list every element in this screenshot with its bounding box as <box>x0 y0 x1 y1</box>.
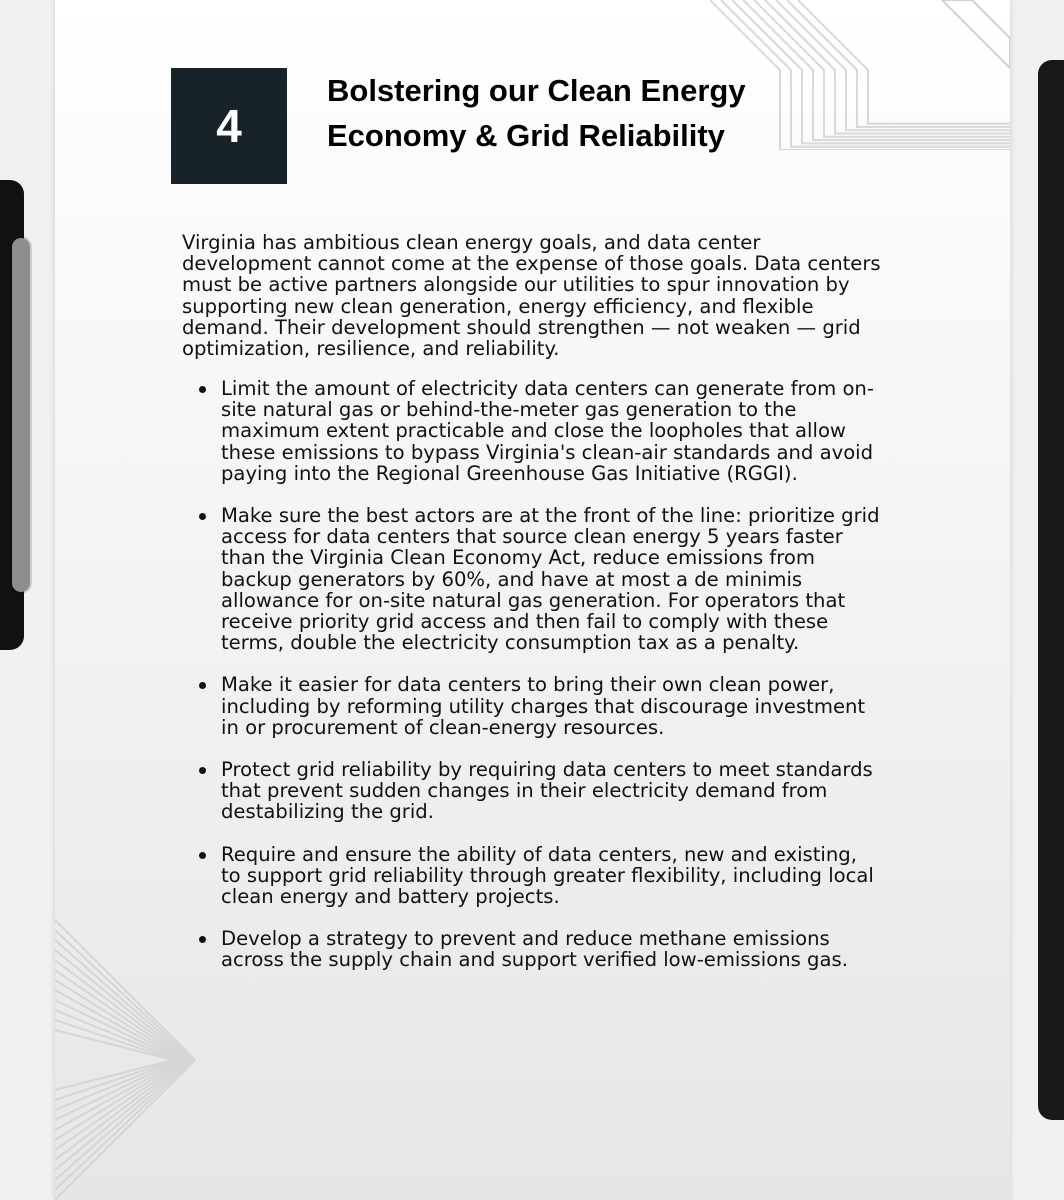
intro-paragraph: Virginia has ambitious clean energy goals, and data center development cannot come at the expense of those goals. Data centers must be active partners alongside our utilities to spur innovation by supporting new clean generation, energy efficiency, and flexible demand. Their development should strengthen — not weaken — grid optimization, resilience, and reliability. <box>182 231 881 361</box>
section-number: 4 <box>216 100 242 152</box>
list-item: Protect grid reliability by requiring data centers to meet standards that prevent sudden changes in their electricity demand from destabilizing the grid. <box>182 759 882 823</box>
list-item: Limit the amount of electricity data centers can generate from on-site natural gas or behind-the-meter gas generation to the maximum extent practicable and close the loopholes that allow these emissions to bypass Virginia's clean-air standards and avoid paying into the Regional Greenhouse Gas Initiative (RGGI). <box>182 378 882 484</box>
policy-bullet-list <box>182 378 882 992</box>
list-item: Make sure the best actors are at the front of the line: prioritize grid access for data centers that source clean energy 5 years faster than the Virginia Clean Economy Act, reduce emissions from backup generators by 60%, and have at most a de minimis allowance for on-site natural gas generation. For operators that receive priority grid access and then fail to comply with these terms, double the electricity consumption tax as a penalty. <box>182 505 882 653</box>
list-item: Require and ensure the ability of data centers, new and existing, to support grid reliability through greater flexibility, including local clean energy and battery projects. <box>182 844 882 908</box>
document-page <box>55 0 1010 1200</box>
list-item: Make it easier for data centers to bring their own clean power, including by reforming utility charges that discourage investment in or procurement of clean-energy resources. <box>182 674 882 738</box>
section-title: Bolstering our Clean Energy Economy & Grid Reliability <box>327 73 746 153</box>
scrollbar-handle[interactable] <box>12 238 30 592</box>
list-item: Develop a strategy to prevent and reduce methane emissions across the supply chain and support verified low-emissions gas. <box>182 928 882 970</box>
right-side-bar <box>1038 60 1064 1120</box>
section-number-box <box>171 68 287 184</box>
